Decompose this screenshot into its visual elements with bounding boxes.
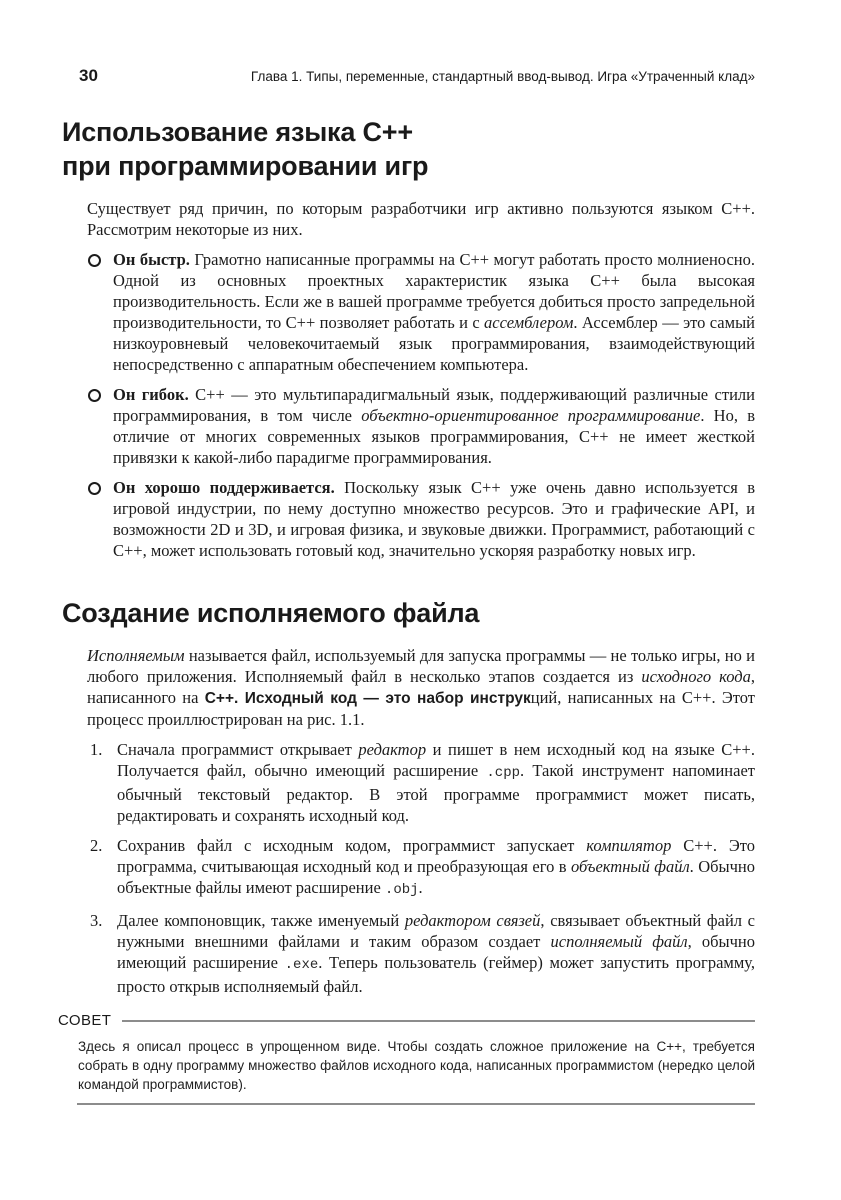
text-segment: . Обычно объектные файлы имеют расширение	[117, 857, 756, 897]
bullet-text	[113, 250, 755, 374]
text-segment: и пишет в нем исходный код на языке C++. Получается файл, обычно имеющий расширение	[117, 740, 755, 780]
bullet-item-flexible	[87, 384, 755, 468]
text-segment: . Но, в отличие от многих современных языков программирования, C++ не имеет жесткой привязки к какой-либо парадигме программирования.	[113, 406, 755, 467]
text-segment: .exe	[284, 957, 319, 973]
text-segment: Он гибок.	[113, 385, 196, 404]
text-segment: C++ — это мультипарадигмальный язык, поддерживающий различные стили программирования, в том числе	[113, 385, 755, 425]
bullet-item-fast	[87, 249, 755, 375]
text-segment: , связывает объектный файл с нужными внешними файлами и таким образом создает	[117, 911, 756, 951]
bullet-circle-icon	[88, 389, 101, 402]
text-segment: . Ассемблер — это самый низкоуровневый человекочитаемый язык программирования, взаимодействующий непосредственно с аппаратным обеспечением компьютера.	[113, 313, 755, 374]
intro-paragraph	[87, 198, 755, 240]
heading-line: при программировании игр	[62, 151, 429, 181]
text-segment: Сохранив файл с исходным кодом, программист запускает	[117, 836, 587, 855]
heading-line: Создание исполняемого файла	[62, 598, 480, 628]
section-heading-using-cpp	[62, 115, 755, 183]
text-segment: C++. Это программа, считывающая исходный код и преобразующая его в	[117, 836, 755, 876]
text-segment: ций, написанных на C++. Этот процесс проиллюстрирован на рис. 1.1.	[87, 688, 755, 729]
text-segment: Исполняемым	[87, 646, 185, 665]
text-segment: . Теперь пользователь (геймер) может запустить программу, просто открыв исполняемый файл.	[117, 953, 755, 996]
bullet-circle-icon	[88, 482, 101, 495]
tip-divider-rule	[122, 1020, 755, 1022]
tip-text: Здесь я описал процесс в упрощенном виде. Чтобы создать сложное приложение на C++, требуется собрать в одну программу множество файлов исходного кода, написанных программистом (нередко целой командой программистов).	[78, 1039, 755, 1092]
running-header	[0, 0, 841, 86]
page-content	[0, 115, 841, 1105]
text-segment: Сначала программист открывает	[117, 740, 359, 759]
list-item-number: 1.	[90, 740, 103, 759]
text-segment: редактором связей	[404, 911, 541, 930]
text-segment: Поскольку язык C++ уже очень давно используется в игровой индустрии, по нему доступно множество ресурсов. Это и графические API, и возможности 2D и 3D, и игровая физика, и звуковые движки. Программист, работающий с C++, может использовать готовый код, значительно ускоряя разработку новых игр.	[113, 478, 756, 560]
list-item-number: 2.	[90, 836, 103, 855]
tip-bottom-rule	[77, 1103, 755, 1105]
list-item-step-3	[87, 910, 755, 997]
tip-header	[58, 1012, 755, 1029]
tip-box	[58, 1012, 755, 1105]
section-heading-executable	[62, 596, 755, 630]
tip-label: СОВЕТ	[58, 1012, 112, 1029]
text-segment: Он быстр.	[113, 250, 195, 269]
text-segment: объектный файл	[570, 857, 690, 876]
list-item-number: 3.	[90, 911, 103, 930]
text-segment: Существует ряд причин, по которым разработчики игр активно пользуются языком C++. Рассмотрим некоторые из них.	[87, 199, 755, 239]
text-segment: Грамотно написанные программы на C++ могут работать просто молниеносно. Одной из основных проектных характеристик языка C++ была высокая производительность. Если же в вашей программе требуется добиться просто запредельной производительности, то C++ позволяет работать и с	[113, 250, 755, 332]
reasons-bullet-list	[87, 249, 755, 561]
text-segment: исполняемый файл	[550, 932, 688, 951]
list-item-step-1	[87, 739, 755, 826]
text-segment: объектно-ориентированное программирование	[361, 406, 701, 425]
build-steps-list	[87, 739, 755, 997]
text-segment: редактор	[358, 740, 427, 759]
text-segment: исходного кода	[641, 667, 751, 686]
bullet-item-supported	[87, 477, 755, 561]
executable-intro-paragraph	[87, 645, 755, 730]
text-segment: C++. Исходный код — это набор инструк	[204, 690, 531, 707]
text-segment: называется файл, используемый для запуска программы — не только игры, но и любого приложения. Исполняемый файл в несколько этапов создается из	[87, 646, 755, 686]
list-item-step-2	[87, 835, 755, 901]
text-segment: компилятор	[586, 836, 672, 855]
list-item-text	[117, 911, 755, 996]
list-item-text	[117, 740, 755, 825]
text-segment: Далее компоновщик, также именуемый	[117, 911, 405, 930]
text-segment: , написанного на	[87, 667, 755, 707]
text-segment: .cpp	[486, 765, 521, 781]
heading-line: Использование языка C++	[62, 117, 413, 147]
bullet-text	[113, 385, 755, 467]
bullet-text	[113, 478, 755, 560]
bullet-circle-icon	[88, 254, 101, 267]
text-segment: .	[418, 878, 423, 897]
text-segment: ассемблером	[484, 313, 574, 332]
text-segment: .obj	[384, 882, 419, 898]
running-head-text: Глава 1. Типы, переменные, стандартный ввод-вывод. Игра «Утраченный клад»	[250, 69, 755, 84]
text-segment: , обычно имеющий расширение	[117, 932, 756, 972]
text-segment: Он хорошо поддерживается.	[113, 478, 345, 497]
list-item-text	[117, 836, 755, 897]
page-number: 30	[79, 66, 98, 85]
text-segment: . Такой инструмент напоминает обычный текстовый редактор. В этой программе программист может писать, редактировать и сохранять исходный код.	[117, 761, 755, 825]
